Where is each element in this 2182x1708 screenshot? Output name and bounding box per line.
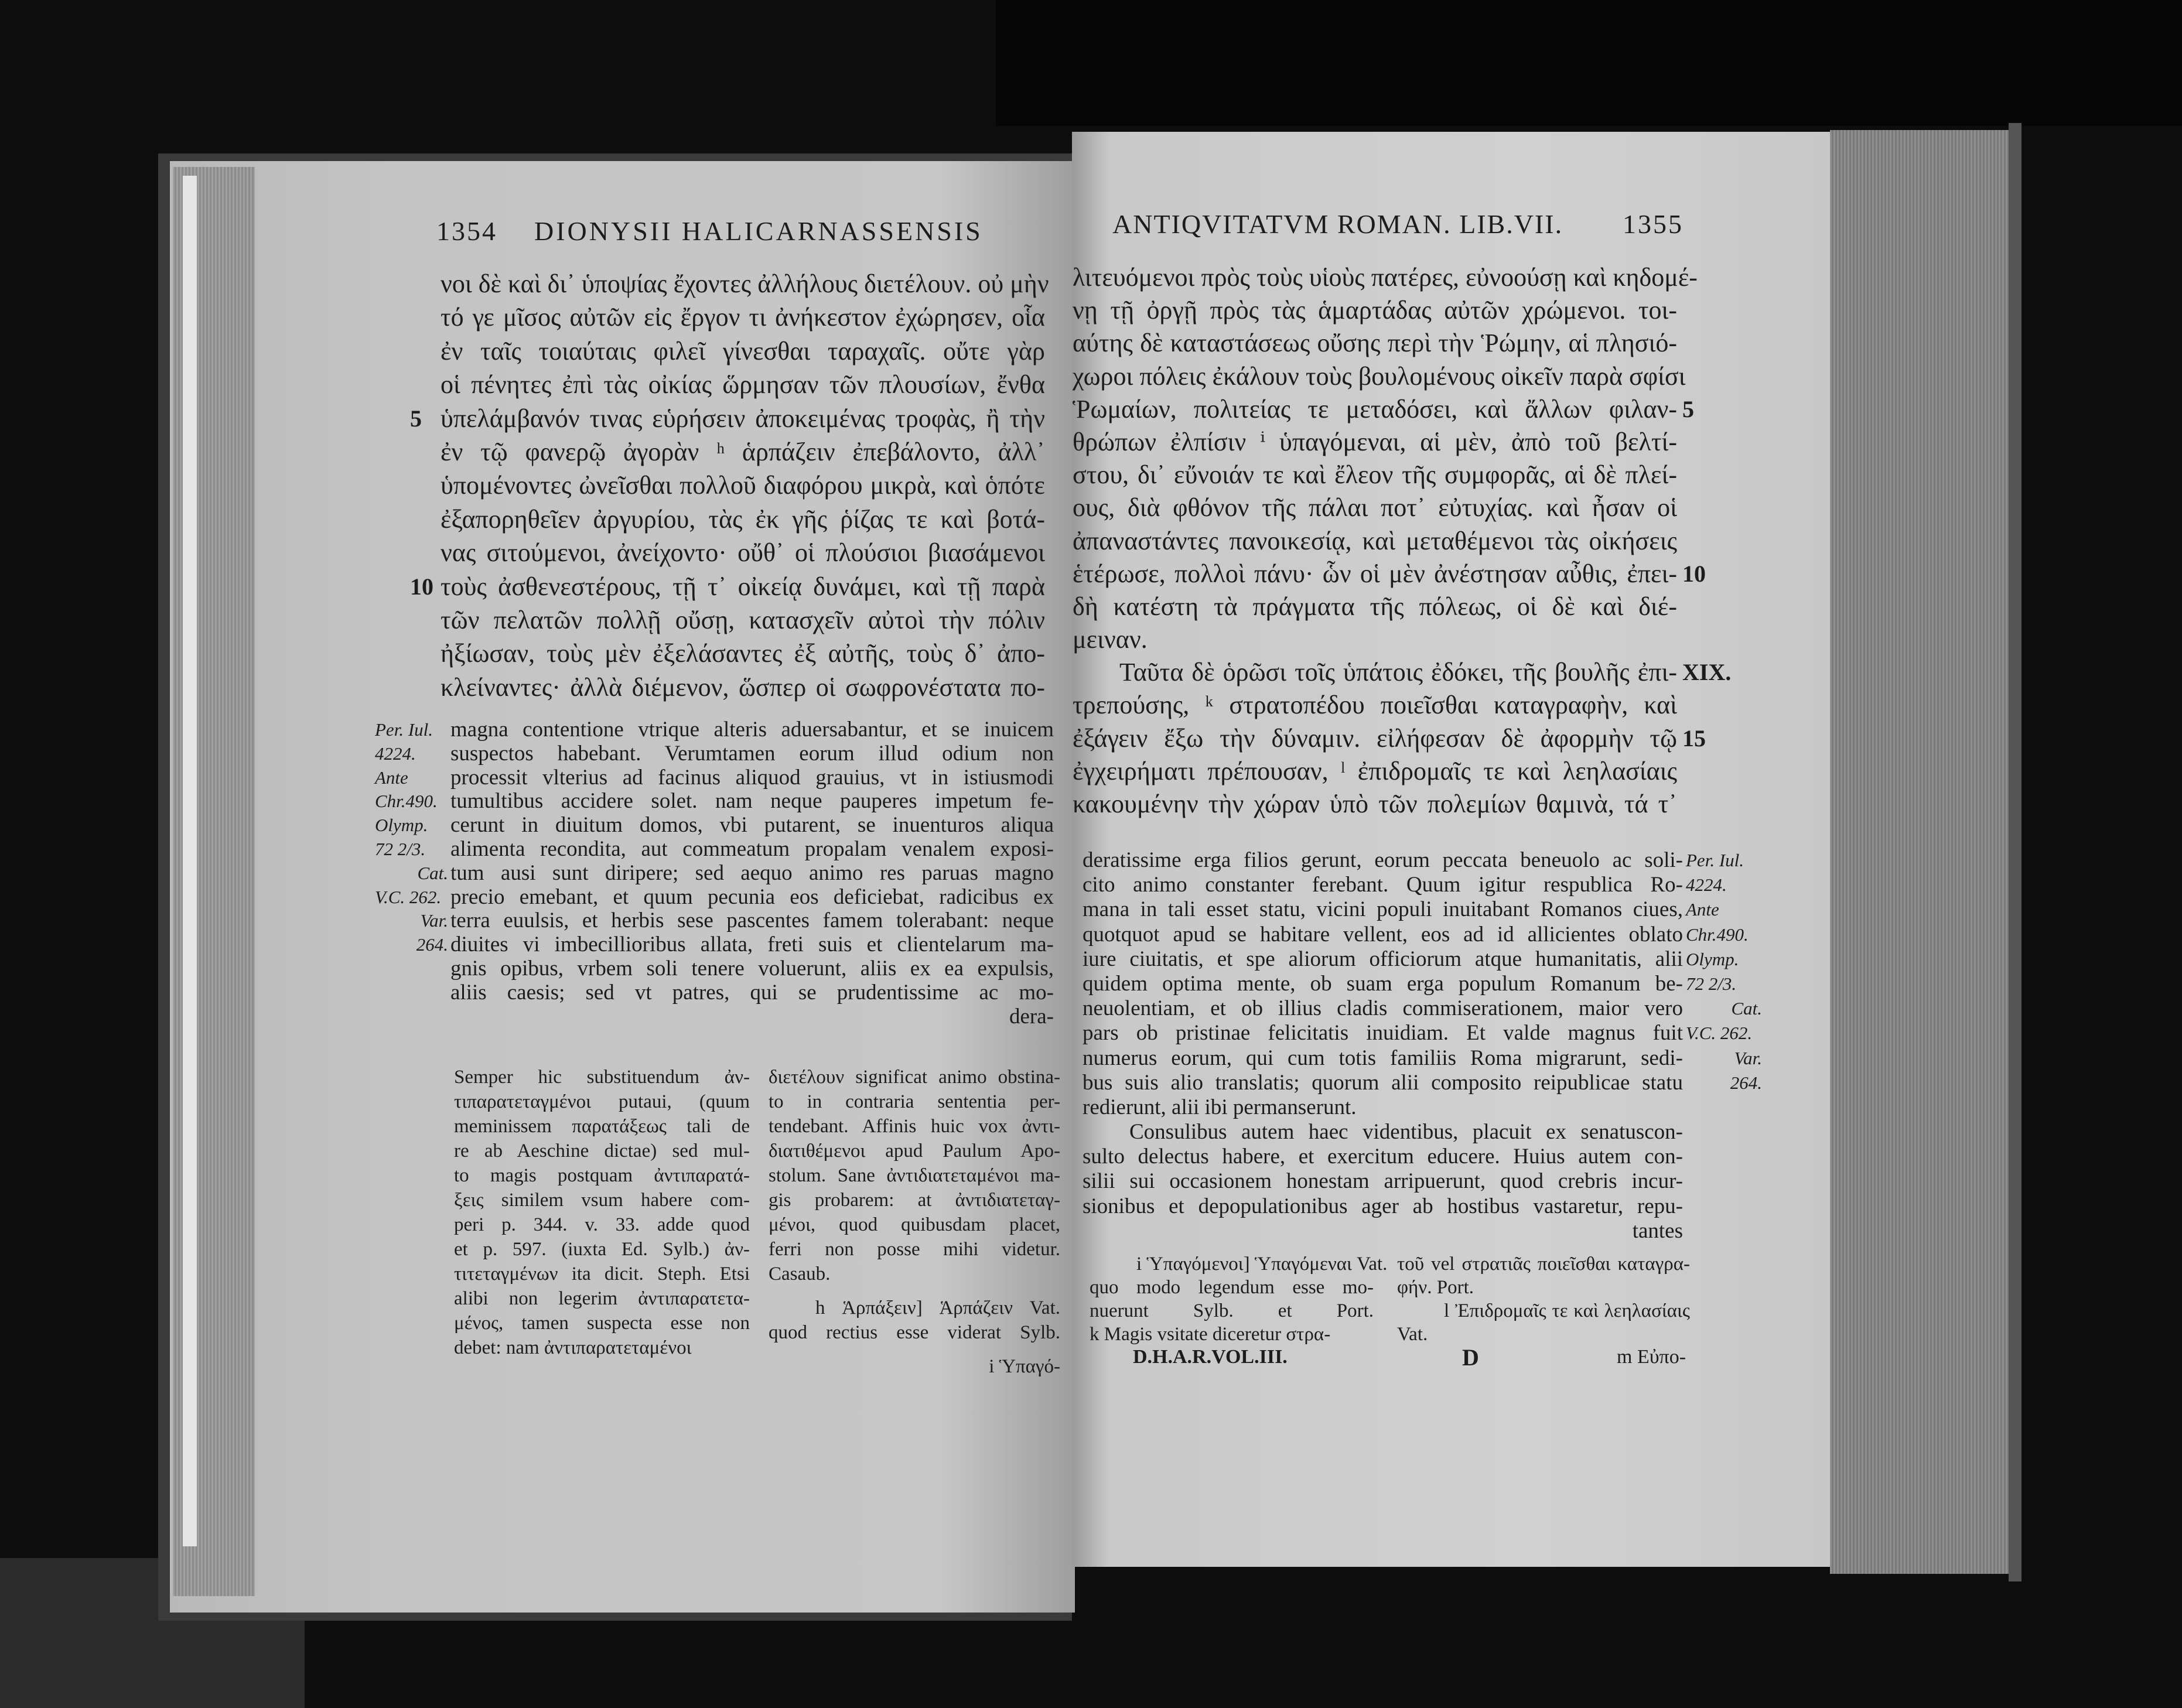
line-number (410, 267, 433, 300)
latin-text-line: aliis caesis; sed vt patres, qui se prudentissime ac mo- (450, 980, 1054, 1005)
line-number (1682, 294, 1731, 327)
footnote-line: k Magis vsitate diceretur στρα- (1090, 1324, 1331, 1345)
latin-text-line: tantes (1632, 1218, 1683, 1243)
footnote-line: peri p. 344. v. 33. adde quod (454, 1214, 750, 1235)
footnote-line: re ab Aeschine dictae) sed mul- (454, 1140, 750, 1162)
line-number (1682, 261, 1731, 294)
greek-text-line: δὴ κατέστη τὰ πράγματα τῆς πόλεως, οἱ δὲ καὶ διέ- (1073, 592, 1677, 621)
latin-text-line: sulto delectus habere, et exercitum educere. Huius autem con- (1083, 1145, 1683, 1169)
greek-text-line: οἱ πένητες ἐπὶ τὰς οἰκίας ὥρμησαν τῶν πλουσίων, ἔνθα (441, 370, 1045, 399)
greek-text-line: ἐξάγειν ἔξω τὴν δύναμιν. εἰλήφεσαν δὲ ἀφορμὴν τῷ (1073, 723, 1677, 753)
greek-text-line: ἐγχειρήματι πρέπουσαν, ˡ ἐπιδρομαῖς τε καὶ λεηλασίαις (1073, 756, 1677, 785)
latin-text-line: suspectos habebant. Verumtamen eorum illud odium non (450, 741, 1054, 766)
line-number (1682, 755, 1731, 788)
line-number (1682, 360, 1731, 393)
footnote-line: nuerunt Sylb. et Port. (1090, 1300, 1374, 1321)
margin-note: 264. (1730, 1072, 1762, 1093)
scanner-background-top (996, 0, 2182, 126)
line-number: 10 (1682, 560, 1706, 587)
greek-text-line: ους, διὰ φθόνον τῆς πάλαι ποτ᾽ εὐτυχίας. καὶ ἦσαν οἱ (1073, 493, 1677, 522)
latin-text-line: iure ciuitatis, et spe aliorum officiorum atque humanitatis, alii (1083, 947, 1683, 971)
line-number (1682, 327, 1731, 360)
latin-text-line: bus suis alio translatis; quorum alii composito reipublicae statu (1083, 1070, 1683, 1095)
right-running-title: ANTIQVITATVM ROMAN. LIB.VII. (1112, 209, 1563, 239)
left-footnotes-col1 (454, 1065, 750, 1360)
latin-text-line: processit vlterius ad facinus aliquod grauius, vt in istiusmodi (450, 765, 1054, 790)
footnote-line: Semper hic substituendum ἀν- (454, 1067, 750, 1088)
greek-text-line: ὑπομένοντες ὠνεῖσθαι πολλοῦ διαφόρου μικρὰ, καὶ ὁπότε (441, 471, 1045, 500)
latin-text-line: mana in tali esset statu, vicini populi inuitabant Romanos ciues, (1083, 897, 1683, 922)
line-number (1682, 590, 1731, 623)
latin-text-line: gnis opibus, vrbem soli tenere voluerunt, aliis ex ea expulsis, (450, 956, 1054, 981)
footnote-line: tendebant. Affinis huic vox ἀντι- (769, 1116, 1060, 1137)
greek-text-line: αύτης δὲ καταστάσεως οὔσης περὶ τὴν Ῥώμην, αἱ πλησιό- (1073, 329, 1677, 358)
footnote-line: debet: nam ἀντιπαρατεταμένοι (454, 1337, 692, 1358)
right-margin-notes (1686, 848, 1762, 1095)
footnote-line: τιτεταγμένων ita dicit. Steph. Etsi (454, 1263, 750, 1285)
right-latin-text (1083, 848, 1683, 1244)
line-number (1682, 426, 1731, 459)
margin-note: 72 2/3. (375, 838, 426, 859)
latin-text-line: cito animo constanter ferebant. Quum igitur respublica Ro- (1083, 873, 1683, 897)
line-number (1682, 689, 1731, 722)
line-number: 5 (410, 405, 422, 432)
right-book-cover (2009, 123, 2021, 1581)
latin-text-line: dera- (1009, 1004, 1054, 1029)
latin-text-line: silii sui occasionem honestam arripuerunt, quod crebris incur- (1083, 1169, 1683, 1194)
margin-note: Chr.490. (1686, 924, 1749, 945)
line-number (1682, 788, 1731, 821)
latin-text-line: quotquot apud se habitare vellent, eos ad id allicientes oblato (1083, 922, 1683, 947)
footnote-line: quo modo legendum esse mo- (1090, 1277, 1374, 1298)
footnote-line: τιπαρατεταγμένοι putaui, (quum (454, 1091, 750, 1112)
latin-text-line: tum ausi sunt diripere; sed aequo animo res paruas magno (450, 860, 1054, 885)
right-footnotes-col1 (1090, 1252, 1388, 1346)
greek-text-line: ὑπελάμβανόν τινας εὑρήσειν ἀποκειμένας τροφὰς, ἢ τὴν (441, 404, 1045, 433)
margin-note: Var. (420, 910, 448, 931)
left-page-edge-highlight (183, 176, 197, 1546)
greek-text-line: λιτευόμενοι πρὸς τοὺς υἱοὺς πατέρες, εὐνοούσῃ καὶ κηδομέ- (1073, 263, 1698, 292)
greek-text-line: ἑτέρωσε, πολλοὶ πάνυ· ὧν οἱ μὲν ἀνέστησαν αὖθις, ἐπει- (1073, 559, 1677, 588)
latin-text-line: Consulibus autem haec videntibus, placuit ex senatuscon- (1129, 1120, 1683, 1145)
greek-text-line: χωροι πόλεις ἐκάλουν τοὺς βουλομένους οἰκεῖν παρὰ σφίσι (1073, 361, 1686, 391)
footnote-line: to in contraria sententia per- (769, 1091, 1060, 1112)
line-number (410, 603, 433, 637)
left-running-title: DIONYSII HALICARNASSENSIS (534, 216, 983, 246)
catchword: m Εὐπο- (1617, 1346, 1686, 1368)
left-margin-notes (375, 718, 448, 957)
greek-text-line: ἐν ταῖς τοιαύταις φιλεῖ γίνεσθαι ταραχαῖς. οὔτε γὰρ (441, 336, 1045, 365)
signature-line: D.H.A.R.VOL.III. (1133, 1346, 1288, 1368)
greek-text-line: κλείναντες· ἀλλὰ διέμενον, ὥσπερ οἱ σωφρονέστατα πο- (441, 672, 1045, 702)
line-number (1682, 525, 1731, 558)
greek-text-line: μειναν. (1073, 625, 1148, 654)
margin-note: 72 2/3. (1686, 973, 1737, 994)
margin-note: Cat. (1731, 998, 1762, 1019)
line-number (1682, 491, 1731, 524)
margin-note: Ante (1686, 899, 1719, 920)
greek-text-line: τῶν πελατῶν πολλῇ οὔσῃ, κατασχεῖν αὐτοὶ τὴν πόλιν (441, 605, 1045, 634)
latin-text-line: redierunt, alii ibi permanserunt. (1083, 1095, 1357, 1119)
right-page-edges (1830, 130, 2009, 1574)
left-footnotes-col2 (769, 1065, 1060, 1379)
footnote-line: διατιθέμενοι apud Paulum Apo- (769, 1140, 1060, 1162)
line-number (1682, 459, 1731, 491)
line-number (410, 536, 433, 569)
left-line-numbers (410, 267, 433, 704)
footnote-line: gis probarem: at ἀντιδιατεταγ- (769, 1190, 1060, 1211)
greek-text-line: τρεπούσης, ᵏ στρατοπέδου ποιεῖσθαι καταγραφὴν, καὶ (1073, 691, 1677, 720)
margin-note: V.C. 262. (1686, 1023, 1753, 1044)
greek-text-line: Ῥωμαίων, πολιτείας τε μεταδόσει, καὶ ἄλλων φιλαν- (1073, 394, 1677, 423)
greek-text-line: στου, δι᾽ εὔνοιάν τε καὶ ἔλεον τῆς συμφορᾶς, αἱ δὲ πλεί- (1073, 460, 1677, 490)
margin-note: Cat. (417, 862, 448, 883)
latin-text-line: magna contentione vtrique alteris aduersabantur, et se inuicem (450, 718, 1054, 742)
footnote-line: meminissem παρατάξεως tali de (454, 1116, 750, 1137)
latin-text-line: deratissime erga filios gerunt, eorum peccata beneuolo ac soli- (1083, 848, 1683, 872)
line-number (410, 671, 433, 704)
latin-text-line: diuites vi imbecillioribus allata, freti suis et clientelarum ma- (450, 932, 1054, 957)
latin-text-line: neuolentiam, et ob illius cladis commiserationem, maior vero (1083, 996, 1683, 1021)
footnote-line: quod rectius esse viderat Sylb. (769, 1322, 1060, 1343)
footnote-line: to magis postquam ἀντιπαρατά- (454, 1165, 750, 1186)
line-number (410, 334, 433, 368)
greek-text-line: νοι δὲ καὶ δι᾽ ὑποψίας ἔχοντες ἀλλήλους διετέλουν. οὐ μὴν (441, 269, 1049, 298)
footnote-line: μένος, tamen suspecta esse non (454, 1313, 750, 1334)
right-line-numbers (1682, 261, 1731, 821)
footnote-line: ferri non posse mihi videtur. (769, 1239, 1060, 1260)
latin-text-line: pars ob pristinae felicitatis inuidiam. Et valde magnus fuit (1083, 1021, 1683, 1046)
footnote-line: i Ὑπαγόμενοι] Ὑπαγόμεναι Vat. (1136, 1253, 1388, 1275)
footnote-line: τοῦ vel στρατιᾶς ποιεῖσθαι καταγρα- (1397, 1253, 1690, 1275)
signature-mark: D (1462, 1344, 1479, 1371)
left-greek-text (441, 267, 1049, 704)
greek-text-line: Ταῦτα δὲ ὁρῶσι τοῖς ὑπάτοις ἐδόκει, τῆς βουλῆς ἐπι- (1119, 658, 1677, 687)
greek-text-line: ἐν τῷ φανερῷ ἀγορὰν ʰ ἁρπάζειν ἐπεβάλοντο, ἀλλ᾽ (441, 437, 1045, 466)
margin-note: 4224. (1686, 875, 1727, 896)
line-number: 10 (410, 573, 433, 600)
margin-note: Olymp. (1686, 948, 1739, 969)
margin-note: Olymp. (375, 815, 428, 836)
footnote-line: alibi non legerim ἀντιπαρατετα- (454, 1288, 750, 1309)
greek-text-line: θρώπων ἐλπίσιν ⁱ ὑπαγόμεναι, αἱ μὲν, ἀπὸ τοῦ βελτί- (1073, 427, 1677, 456)
latin-text-line: terra euulsis, et herbis sese pascentes famem tolerabant: neque (450, 908, 1054, 933)
line-number (410, 637, 433, 670)
latin-text-line: alimenta recondita, aut commeatum propalam venalem exposi- (450, 836, 1054, 861)
footnote-line: h Ἁρπάξειν] Ἁρπάζειν Vat. (815, 1297, 1060, 1318)
greek-text-line: τοὺς ἀσθενεστέρους, τῇ τ᾽ οἰκείᾳ δυνάμει, καὶ τῇ παρὰ (441, 572, 1045, 601)
latin-text-line: cerunt in diuitum domos, vbi putarent, se inuenturos aliqua (450, 813, 1054, 838)
latin-text-line: numerus eorum, qui cum totis familiis Roma migrarunt, sedi- (1083, 1046, 1683, 1070)
margin-note: Per. Iul. (1686, 850, 1744, 870)
line-number (410, 503, 433, 536)
right-footnotes-col2 (1397, 1252, 1690, 1346)
line-number: 15 (1682, 725, 1706, 751)
latin-text-line: quidem optima mente, ob suam erga populum Romanum be- (1083, 971, 1683, 996)
latin-text-line: precio emebant, et quum pecunia eos deficiebat, radicibus ex (450, 884, 1054, 909)
greek-text-line: κακουμένην τὴν χώραν ὑπὸ τῶν πολεμίων θαμινὰ, τά τ᾽ (1073, 790, 1677, 818)
line-number (410, 435, 433, 469)
right-page-number: 1355 (1623, 209, 1684, 239)
latin-text-line: sionibus et depopulationibus ager ab hostibus vastaretur, repu- (1083, 1194, 1683, 1218)
footnote-line: stolum. Sane ἀντιδιατεταμένοι ma- (769, 1165, 1060, 1186)
line-number: XIX. (1682, 659, 1732, 686)
greek-text-line: ἀπαναστάντες πανοικεσίᾳ, καὶ μεταθέμενοι τὰς οἰκήσεις (1073, 526, 1677, 555)
margin-note: 264. (416, 934, 448, 955)
footnote-line: ξεις similem vsum habere com- (454, 1190, 750, 1211)
margin-note: Ante (375, 767, 408, 788)
footnote-line: l Ἐπιδρομαῖς τε καὶ λεηλασίαις (1444, 1300, 1690, 1321)
line-number: 5 (1682, 395, 1694, 422)
left-page-number: 1354 (436, 216, 497, 246)
footnote-line: Vat. (1397, 1324, 1428, 1345)
greek-text-line: τό γε μῖσος αὐτῶν εἰς ἔργον τι ἀνήκεστον ἐχώρησεν, οἷα (441, 303, 1045, 332)
line-number (410, 300, 433, 334)
line-number (1682, 623, 1731, 656)
footnote-line: μένοι, quod quibusdam placet, (769, 1214, 1060, 1235)
greek-text-line: ἐξαπορηθεῖεν ἀργυρίου, τὰς ἐκ γῆς ῥίζας τε καὶ βοτά- (441, 504, 1045, 534)
footnote-line: διετέλουν significat animo obstina- (769, 1067, 1060, 1088)
greek-text-line: ἠξίωσαν, τοὺς μὲν ἐξελάσαντες ἐξ αὐτῆς, τοὺς δ᾽ ἀπο- (441, 639, 1045, 668)
margin-note: Chr.490. (375, 791, 438, 812)
margin-note: Var. (1734, 1047, 1762, 1068)
footnote-line: i Ὑπαγό- (989, 1356, 1060, 1377)
line-number (410, 368, 433, 401)
footnote-line: φήν. Port. (1397, 1277, 1474, 1298)
margin-note: V.C. 262. (375, 886, 442, 907)
left-latin-text (450, 718, 1054, 1029)
greek-text-line: νας σιτούμενοι, ἀνείχοντο· οὔθ᾽ οἱ πλούσιοι βιασάμενοι (441, 538, 1045, 568)
latin-text-line: tumultibus accidere solet. nam neque pauperes impetum fe- (450, 789, 1054, 814)
footnote-line: Casaub. (769, 1263, 831, 1285)
footnote-line: et p. 597. (iuxta Ed. Sylb.) ἀν- (454, 1239, 750, 1260)
line-number (410, 469, 433, 502)
margin-note: Per. Iul. (375, 719, 433, 740)
margin-note: 4224. (375, 743, 416, 764)
greek-text-line: νῃ τῇ ὀργῇ πρὸς τὰς ἁμαρτάδας αὐτῶν χρώμενοι. τοι- (1073, 296, 1677, 325)
